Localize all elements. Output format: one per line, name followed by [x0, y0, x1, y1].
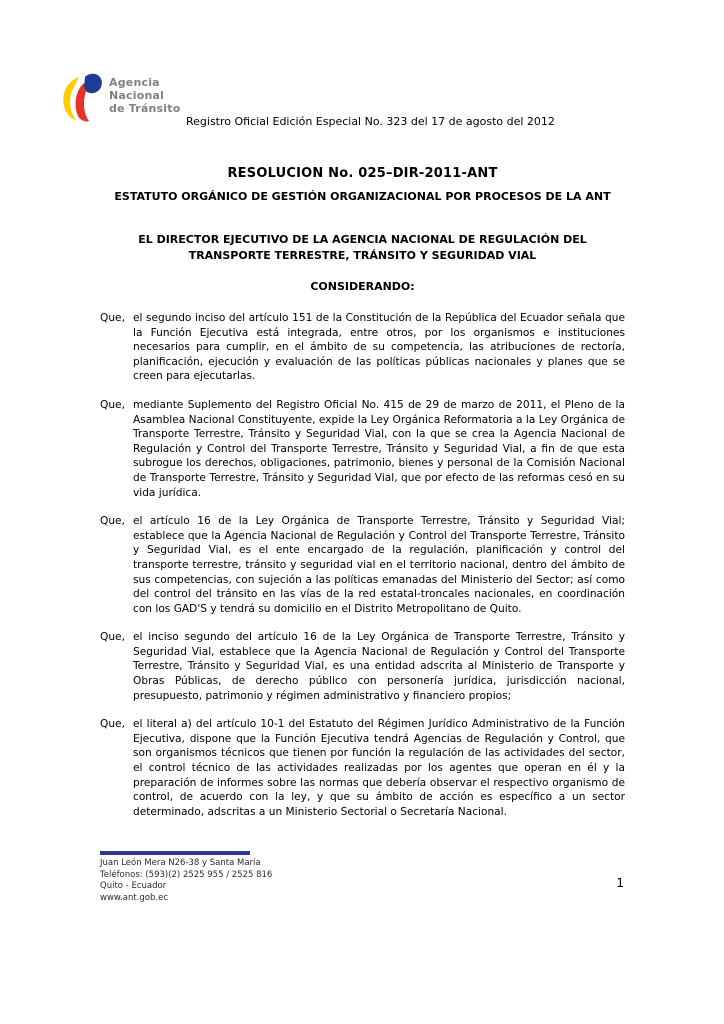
address-line: Teléfonos: (593)(2) 2525 955 / 2525 816: [100, 869, 273, 880]
ant-logo-icon: [58, 72, 104, 124]
considerando-paragraphs: [100, 311, 625, 819]
ant-logo-wordmark: [109, 76, 180, 115]
paragraph-text: el inciso segundo del artículo 16 de la Ley Orgánica de Transporte Terrestre, Tránsito y Seguridad Vial, establece que la Agencia Nacional de Regulación y Control del Transporte Terrestre, Tránsito y Seguridad Vial, es una entidad adscrita al Ministerio de Transporte y Obras Públicas, de derecho público con personería jurídica, jurisdicción nacional, presupuesto, patrimonio y régimen administrativo y financiero propios;: [133, 631, 625, 702]
ant-logo: [58, 72, 180, 124]
paragraph-text: el segundo inciso del artículo 151 de la Constitución de la República del Ecuador señala que la Función Ejecutiva está integrada, entre otros, por los organismos e instituciones necesarios para cumplir, en el ámbito de su competencia, las atribuciones de rectoría, planificación, ejecución y evaluación de las políticas públicas nacionales y planes que se creen para ejecutarlas.: [133, 312, 625, 383]
address-line: Juan León Mera N26-38 y Santa María: [100, 858, 261, 868]
footer-address: [100, 858, 272, 904]
paragraph-text: el artículo 16 de la Ley Orgánica de Transporte Terrestre, Tránsito y Seguridad Vial; establece que la Agencia Nacional de Regulación y Control del Transporte Terrestre, Tránsito y Seguridad Vial, es el ente encargado de la regulación, planificación y control del transporte terrestre, tránsito y seguridad vial en el territorio nacional, dentro del ámbito de sus competencias, con sujeción a las políticas emanadas del Ministerio del Sector; así como del control del tránsito en las vías de la red estatal-troncales nacionales, en coordinación con los GAD'S y tendrá su domicilio en el Distrito Metropolitano de Quito.: [133, 515, 625, 615]
logo-blue-shape: [84, 74, 102, 93]
paragraph-text: el literal a) del artículo 10-1 del Estatuto del Régimen Jurídico Administrativo de la Función Ejecutiva, dispone que la Función Ejecutiva tendrá Agencias de Regulación y Control, que son organismos técnicos que tienen por función la regulación de las actividades del sector, el control técnico de las actividades realizadas por los agentes que operan en él y la preparación de informes sobre las normas que debería observar el respectivo organismo de control, de acuerdo con la ley, y que su ámbito de acción es específico a un sector determinado, adscritas a un Ministerio Sectorial o Secretaría Nacional.: [133, 718, 625, 818]
paragraph: [100, 311, 625, 384]
paragraph: [100, 630, 625, 703]
que-label: Que,: [100, 312, 125, 324]
director-heading: EL DIRECTOR EJECUTIVO DE LA AGENCIA NACIONAL DE REGULACIÓN DEL TRANSPORTE TERRESTRE, TRÁNSITO Y SEGURIDAD VIAL: [138, 233, 587, 262]
paragraph: [100, 717, 625, 819]
que-label: Que,: [100, 631, 125, 644]
logo-text-line: Agencia: [109, 76, 160, 89]
considerando-heading: CONSIDERANDO:: [310, 280, 415, 293]
que-label: Que,: [100, 398, 125, 411]
registro-oficial-line: Registro Oficial Edición Especial No. 323 del 17 de agosto del 2012: [186, 115, 555, 128]
address-line: Quito - Ecuador: [100, 881, 167, 891]
logo-text-line: Nacional: [109, 89, 165, 102]
que-label: Que,: [100, 515, 125, 528]
que-label: Que,: [100, 718, 125, 731]
resolution-subtitle: ESTATUTO ORGÁNICO DE GESTIÓN ORGANIZACIONAL POR PROCESOS DE LA ANT: [114, 190, 611, 203]
address-line: www.ant.gob.ec: [100, 892, 169, 903]
footer-divider-bar: [100, 851, 250, 855]
page-number: 1: [616, 876, 624, 890]
resolution-title: RESOLUCION No. 025–DIR-2011-ANT: [227, 166, 498, 181]
document-body: [100, 166, 625, 833]
logo-text-line: de Tránsito: [109, 102, 181, 115]
paragraph-text: mediante Suplemento del Registro Oficial No. 415 de 29 de marzo de 2011, el Pleno de la Asamblea Nacional Constituyente, expide la Ley Orgánica Reformatoria a la Ley Orgánica de Transporte Terrestre, Tránsito y Seguridad Vial, con la que se crea la Agencia Nacional de Regulación y Control del Transporte Terrestre, Tránsito y Seguridad Vial, a fin de que esta subrogue los derechos, obligaciones, patrimonio, bienes y personal de la Comisión Nacional de Transporte Terrestre, Tránsito y Seguridad Vial, que por efecto de las reformas cesó en su vida jurídica.: [133, 398, 625, 499]
paragraph: [100, 398, 625, 500]
paragraph: [100, 514, 625, 616]
